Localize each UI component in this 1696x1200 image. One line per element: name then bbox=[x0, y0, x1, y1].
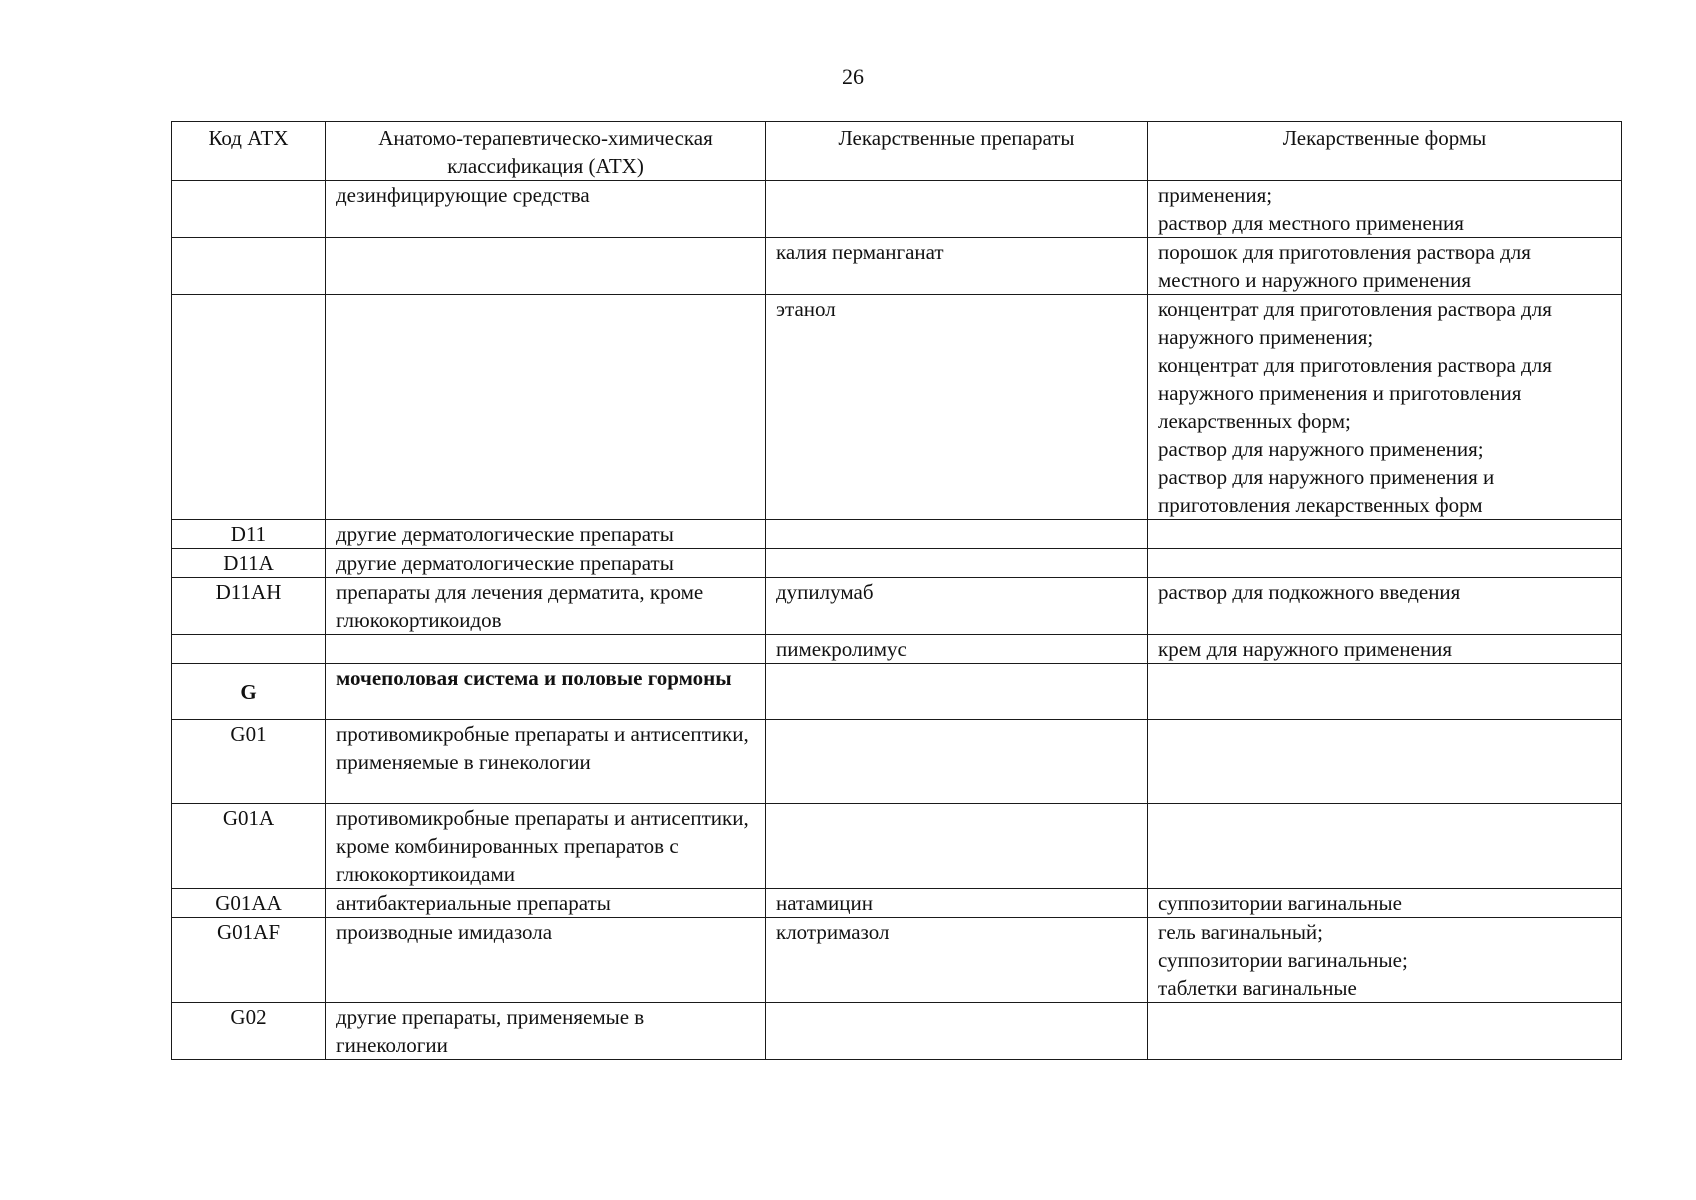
table-row bbox=[172, 549, 1622, 578]
cell-forms: крем для наружного применения bbox=[1148, 635, 1622, 664]
cell-code bbox=[172, 635, 326, 664]
header-atc-code: Код АТХ bbox=[172, 122, 326, 181]
table-row bbox=[172, 720, 1622, 804]
header-atc-classification: Анатомо-терапевтическо-химическая классификация (АТХ) bbox=[326, 122, 766, 181]
cell-drug bbox=[766, 549, 1148, 578]
atc-table bbox=[171, 121, 1622, 1060]
cell-code: D11AH bbox=[172, 578, 326, 635]
cell-drug bbox=[766, 720, 1148, 804]
cell-drug bbox=[766, 520, 1148, 549]
cell-drug: дупилумаб bbox=[766, 578, 1148, 635]
cell-forms bbox=[1148, 664, 1622, 720]
cell-classification: производные имидазола bbox=[326, 918, 766, 1003]
cell-drug: калия перманганат bbox=[766, 238, 1148, 295]
cell-classification bbox=[326, 238, 766, 295]
header-drugs: Лекарственные препараты bbox=[766, 122, 1148, 181]
cell-forms bbox=[1148, 804, 1622, 889]
cell-drug: пимекролимус bbox=[766, 635, 1148, 664]
cell-drug bbox=[766, 664, 1148, 720]
cell-classification: мочеполовая система и половые гормоны bbox=[326, 664, 766, 720]
cell-code: D11 bbox=[172, 520, 326, 549]
table-row bbox=[172, 804, 1622, 889]
cell-forms: порошок для приготовления раствора для местного и наружного применения bbox=[1148, 238, 1622, 295]
cell-forms: раствор для подкожного введения bbox=[1148, 578, 1622, 635]
page-number: 26 bbox=[842, 64, 864, 89]
table-row bbox=[172, 295, 1622, 520]
cell-classification: противомикробные препараты и антисептики, кроме комбинированных препаратов с глюкокортикоидами bbox=[326, 804, 766, 889]
cell-drug bbox=[766, 1003, 1148, 1060]
table-row bbox=[172, 635, 1622, 664]
cell-forms: гель вагинальный; суппозитории вагинальные; таблетки вагинальные bbox=[1148, 918, 1622, 1003]
cell-drug: клотримазол bbox=[766, 918, 1148, 1003]
table-row bbox=[172, 520, 1622, 549]
cell-code: G01A bbox=[172, 804, 326, 889]
cell-code: G02 bbox=[172, 1003, 326, 1060]
cell-code: G01AA bbox=[172, 889, 326, 918]
cell-drug: этанол bbox=[766, 295, 1148, 520]
cell-classification: другие препараты, применяемые в гинекологии bbox=[326, 1003, 766, 1060]
cell-drug bbox=[766, 804, 1148, 889]
table-header-row bbox=[172, 122, 1622, 181]
table-row bbox=[172, 578, 1622, 635]
cell-classification bbox=[326, 635, 766, 664]
cell-code: G01 bbox=[172, 720, 326, 804]
cell-drug: натамицин bbox=[766, 889, 1148, 918]
table-row bbox=[172, 664, 1622, 720]
cell-forms bbox=[1148, 520, 1622, 549]
cell-code bbox=[172, 238, 326, 295]
header-dosage-forms: Лекарственные формы bbox=[1148, 122, 1622, 181]
page-number-container bbox=[0, 64, 1696, 90]
cell-code: G bbox=[172, 664, 326, 720]
table-row bbox=[172, 918, 1622, 1003]
cell-classification: дезинфицирующие средства bbox=[326, 181, 766, 238]
cell-classification: препараты для лечения дерматита, кроме глюкокортикоидов bbox=[326, 578, 766, 635]
cell-forms: концентрат для приготовления раствора для наружного применения; концентрат для приготовления раствора для наружного применения и приготовления лекарственных форм; раствор для наружного применения; раствор для наружного применения и приготовления лекарственных форм bbox=[1148, 295, 1622, 520]
cell-code: D11A bbox=[172, 549, 326, 578]
cell-code bbox=[172, 181, 326, 238]
cell-code bbox=[172, 295, 326, 520]
cell-classification: другие дерматологические препараты bbox=[326, 549, 766, 578]
table-row bbox=[172, 1003, 1622, 1060]
table-row bbox=[172, 889, 1622, 918]
table-row bbox=[172, 238, 1622, 295]
cell-classification bbox=[326, 295, 766, 520]
cell-forms bbox=[1148, 549, 1622, 578]
cell-forms bbox=[1148, 720, 1622, 804]
cell-forms bbox=[1148, 1003, 1622, 1060]
cell-classification: другие дерматологические препараты bbox=[326, 520, 766, 549]
cell-drug bbox=[766, 181, 1148, 238]
table-row bbox=[172, 181, 1622, 238]
cell-forms: применения; раствор для местного применения bbox=[1148, 181, 1622, 238]
cell-forms: суппозитории вагинальные bbox=[1148, 889, 1622, 918]
cell-code: G01AF bbox=[172, 918, 326, 1003]
cell-classification: антибактериальные препараты bbox=[326, 889, 766, 918]
cell-classification: противомикробные препараты и антисептики, применяемые в гинекологии bbox=[326, 720, 766, 804]
